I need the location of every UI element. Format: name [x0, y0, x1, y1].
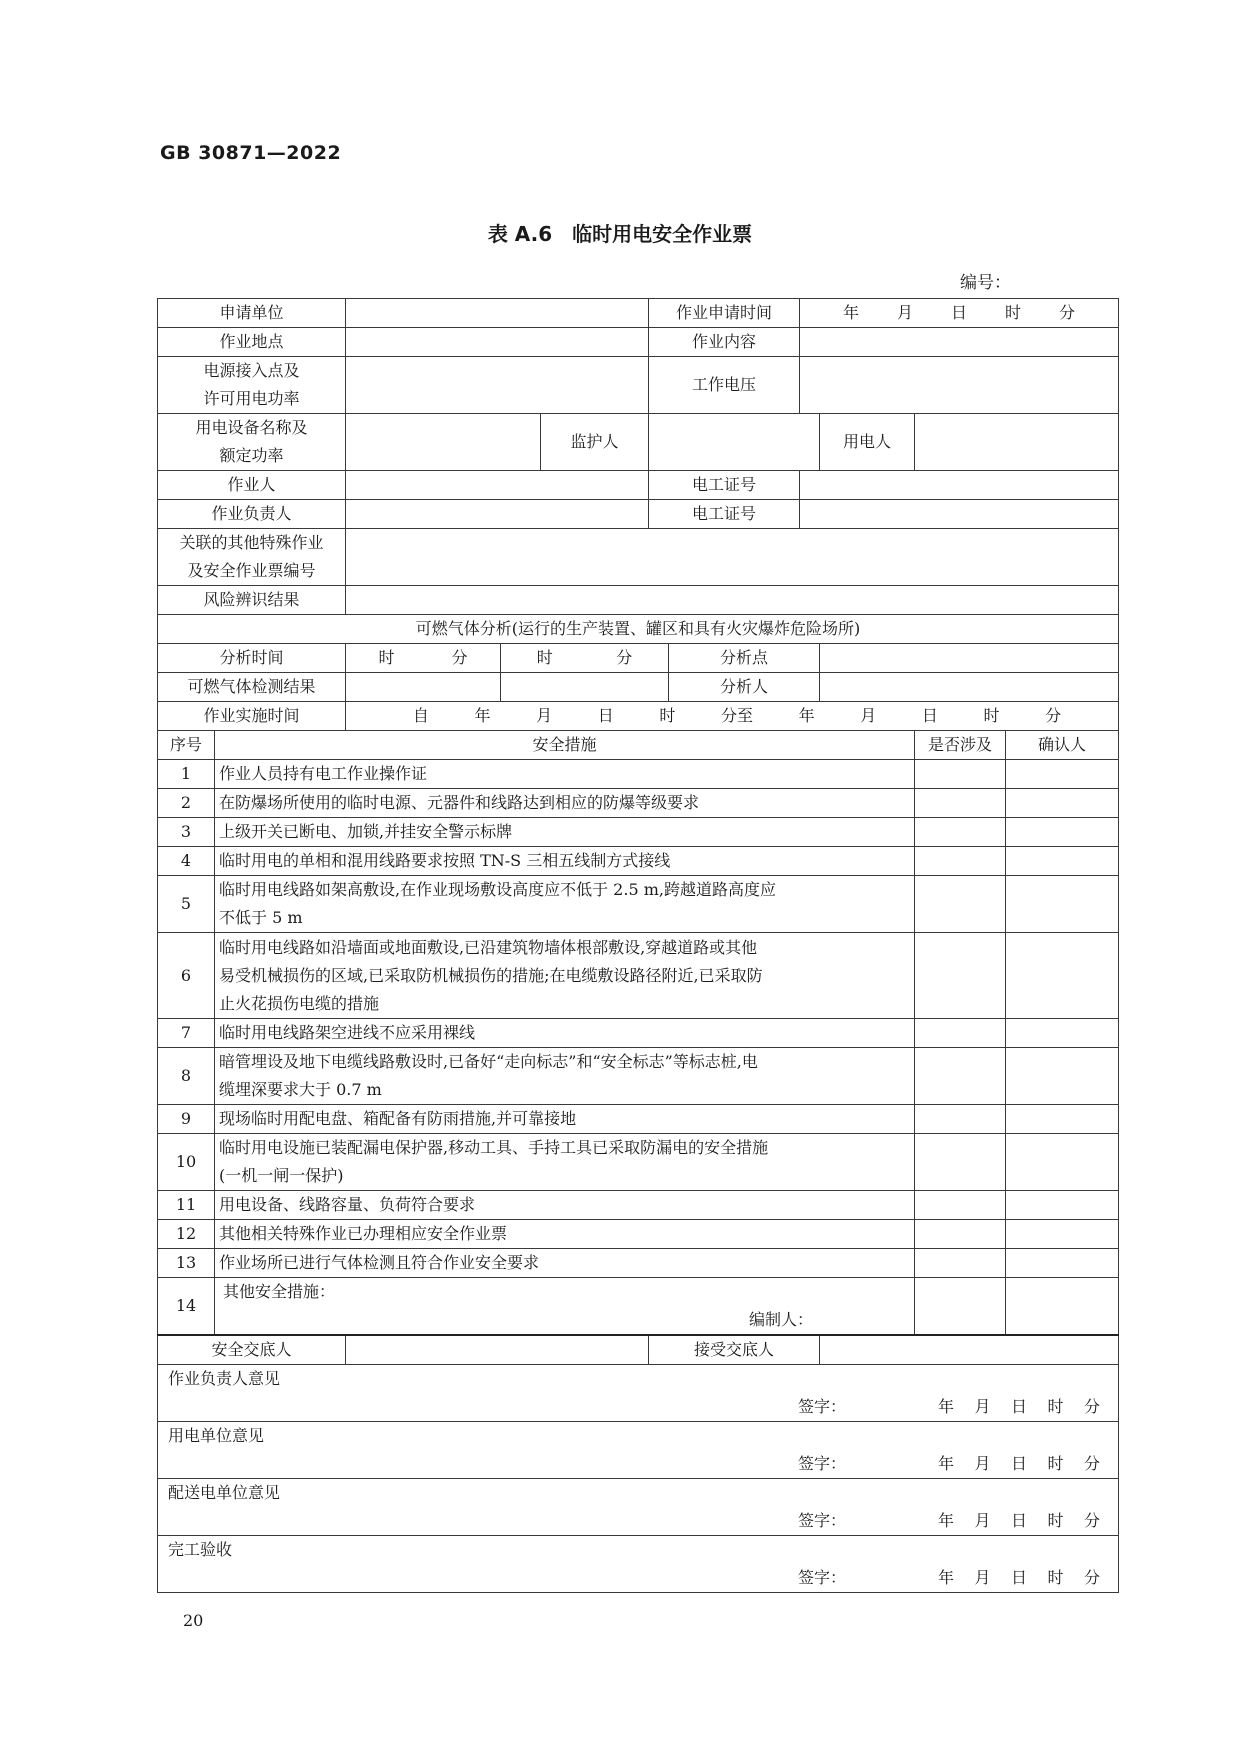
involved-cell[interactable]	[915, 818, 1006, 847]
involved-cell[interactable]	[915, 1048, 1006, 1105]
gas-result-label: 可燃气体检测结果	[158, 673, 346, 702]
row-work-place	[158, 328, 1119, 357]
analysis-time-1-field[interactable]: 时 分	[346, 644, 501, 673]
measure-row: 11 用电设备、线路容量、负荷符合要求	[158, 1191, 1119, 1220]
row-work-leader	[158, 500, 1119, 529]
work-voltage-field[interactable]	[800, 357, 1119, 414]
compiler-label: 编制人：	[749, 1310, 814, 1329]
involved-cell[interactable]	[915, 1134, 1006, 1191]
briefer-label: 安全交底人	[158, 1335, 346, 1365]
month-unit: 月	[897, 303, 914, 322]
hour-unit: 时	[1005, 303, 1022, 322]
involved-header: 是否涉及	[915, 731, 1006, 760]
analysis-point-label: 分析点	[669, 644, 820, 673]
applicant-unit-field[interactable]	[346, 299, 649, 328]
measure-row: 3 上级开关已断电、加锁,并挂安全警示标牌	[158, 818, 1119, 847]
confirmer-cell[interactable]	[1006, 760, 1119, 789]
day-unit: 日	[951, 303, 968, 322]
worker-cert-field[interactable]	[800, 471, 1119, 500]
analysis-time-2-field[interactable]: 时 分	[501, 644, 669, 673]
related-work-field[interactable]	[346, 529, 1119, 586]
leader-cert-label: 电工证号	[649, 500, 800, 529]
receiver-label: 接受交底人	[649, 1335, 820, 1365]
power-user-field[interactable]	[915, 414, 1119, 471]
row-equipment	[158, 414, 1119, 471]
row-worker	[158, 471, 1119, 500]
impl-time-label: 作业实施时间	[158, 702, 346, 731]
opinion-row	[158, 1365, 1119, 1422]
serial-number-label: 编号：	[960, 273, 1011, 293]
confirmer-cell[interactable]	[1006, 1278, 1119, 1336]
work-place-field[interactable]	[346, 328, 649, 357]
standard-number: GB 30871—2022	[160, 142, 342, 164]
leader-cert-field[interactable]	[800, 500, 1119, 529]
acceptance-field[interactable]: 完工验收 签字： 年 月 日 时 分	[158, 1536, 1119, 1593]
risk-result-field[interactable]	[346, 586, 1119, 615]
measure-row: 12 其他相关特殊作业已办理相应安全作业票	[158, 1220, 1119, 1249]
involved-cell[interactable]	[915, 1220, 1006, 1249]
confirmer-cell[interactable]	[1006, 1019, 1119, 1048]
work-leader-label: 作业负责人	[158, 500, 346, 529]
row-related-work	[158, 529, 1119, 586]
confirmer-cell[interactable]	[1006, 1134, 1119, 1191]
measure-row: 2 在防爆场所使用的临时电源、元器件和线路达到相应的防爆等级要求	[158, 789, 1119, 818]
worker-field[interactable]	[346, 471, 649, 500]
measure-row: 4 临时用电的单相和混用线路要求按照 TN-S 三相五线制方式接线	[158, 847, 1119, 876]
involved-cell[interactable]	[915, 847, 1006, 876]
briefer-field[interactable]	[346, 1335, 649, 1365]
opinion-row	[158, 1536, 1119, 1593]
measure-row: 8 暗管埋设及地下电缆线路敷设时,已备好“走向标志”和“安全标志”等标志桩,电 缆埋深要求大于 0.7 m	[158, 1048, 1119, 1105]
row-measures-header	[158, 731, 1119, 760]
measure-row: 7 临时用电线路架空进线不应采用裸线	[158, 1019, 1119, 1048]
power-point-label: 电源接入点及 许可用电功率	[158, 357, 346, 414]
confirmer-cell[interactable]	[1006, 789, 1119, 818]
involved-cell[interactable]	[915, 1019, 1006, 1048]
confirmer-cell[interactable]	[1006, 933, 1119, 1019]
involved-cell[interactable]	[915, 1105, 1006, 1134]
confirmer-cell[interactable]	[1006, 1048, 1119, 1105]
year-unit: 年	[843, 303, 860, 322]
gas-result-1-field[interactable]	[346, 673, 501, 702]
minute-unit: 分	[1059, 303, 1076, 322]
row-briefing	[158, 1335, 1119, 1365]
user-unit-opinion-field[interactable]: 用电单位意见 签字： 年 月 日 时 分	[158, 1422, 1119, 1479]
apply-time-label: 作业申请时间	[649, 299, 800, 328]
confirmer-cell[interactable]	[1006, 1249, 1119, 1278]
row-gas-result	[158, 673, 1119, 702]
work-leader-field[interactable]	[346, 500, 649, 529]
permit-form-table	[157, 298, 1119, 1593]
confirmer-header: 确认人	[1006, 731, 1119, 760]
related-work-label: 关联的其他特殊作业 及安全作业票编号	[158, 529, 346, 586]
involved-cell[interactable]	[915, 933, 1006, 1019]
work-content-field[interactable]	[800, 328, 1119, 357]
analysis-point-field[interactable]	[820, 644, 1119, 673]
equipment-label: 用电设备名称及 额定功率	[158, 414, 346, 471]
gas-analysis-heading: 可燃气体分析(运行的生产装置、罐区和具有火灾爆炸危险场所)	[158, 615, 1119, 644]
involved-cell[interactable]	[915, 1278, 1006, 1336]
risk-result-label: 风险辨识结果	[158, 586, 346, 615]
confirmer-cell[interactable]	[1006, 1220, 1119, 1249]
supervisor-field[interactable]	[649, 414, 820, 471]
leader-opinion-field[interactable]: 作业负责人意见 签字： 年 月 日 时 分	[158, 1365, 1119, 1422]
row-risk	[158, 586, 1119, 615]
measure-row: 10 临时用电设施已装配漏电保护器,移动工具、手持工具已采取防漏电的安全措施 (一机一闸一保护)	[158, 1134, 1119, 1191]
receiver-field[interactable]	[820, 1335, 1119, 1365]
measure-row: 9 现场临时用配电盘、箱配备有防雨措施,并可靠接地	[158, 1105, 1119, 1134]
involved-cell[interactable]	[915, 1249, 1006, 1278]
confirmer-cell[interactable]	[1006, 1191, 1119, 1220]
other-measures-field[interactable]: 其他安全措施： 编制人：	[215, 1278, 915, 1336]
measure-row: 13 作业场所已进行气体检测且符合作业安全要求	[158, 1249, 1119, 1278]
row-impl-time	[158, 702, 1119, 731]
measures-header: 安全措施	[215, 731, 915, 760]
worker-label: 作业人	[158, 471, 346, 500]
analysis-time-label: 分析时间	[158, 644, 346, 673]
seq-header: 序号	[158, 731, 215, 760]
work-voltage-label: 工作电压	[649, 357, 800, 414]
involved-cell[interactable]	[915, 760, 1006, 789]
opinion-row	[158, 1422, 1119, 1479]
impl-time-field[interactable]: 自 年 月 日 时 分至 年 月 日 时 分	[346, 702, 1119, 731]
row-analysis-time	[158, 644, 1119, 673]
supervisor-label: 监护人	[541, 414, 649, 471]
work-content-label: 作业内容	[649, 328, 800, 357]
worker-cert-label: 电工证号	[649, 471, 800, 500]
page-number: 20	[183, 1611, 204, 1630]
equipment-field[interactable]	[346, 414, 541, 471]
involved-cell[interactable]	[915, 789, 1006, 818]
applicant-unit-label: 申请单位	[158, 299, 346, 328]
row-gas-heading	[158, 615, 1119, 644]
power-user-label: 用电人	[820, 414, 915, 471]
confirmer-cell[interactable]	[1006, 818, 1119, 847]
opinion-row	[158, 1479, 1119, 1536]
confirmer-cell[interactable]	[1006, 1105, 1119, 1134]
measure-row: 1 作业人员持有电工作业操作证	[158, 760, 1119, 789]
confirmer-cell[interactable]	[1006, 876, 1119, 933]
measure-row: 6 临时用电线路如沿墙面或地面敷设,已沿建筑物墙体根部敷设,穿越道路或其他 易受机械损伤的区域,已采取防机械损伤的措施;在电缆敷设路径附近,已采取防 止火花损伤电缆的措施	[158, 933, 1119, 1019]
involved-cell[interactable]	[915, 876, 1006, 933]
row-applicant	[158, 299, 1119, 328]
table-title: 表 A.6 临时用电安全作业票	[487, 222, 753, 246]
work-place-label: 作业地点	[158, 328, 346, 357]
power-point-field[interactable]	[346, 357, 649, 414]
measure-row: 5 临时用电线路如架高敷设,在作业现场敷设高度应不低于 2.5 m,跨越道路高度应 不低于 5 m	[158, 876, 1119, 933]
measure-row: 14 其他安全措施： 编制人：	[158, 1278, 1119, 1336]
analyst-field[interactable]	[820, 673, 1119, 702]
row-power-point	[158, 357, 1119, 414]
apply-time-field[interactable]	[800, 299, 1119, 328]
gas-result-2-field[interactable]	[501, 673, 669, 702]
confirmer-cell[interactable]	[1006, 847, 1119, 876]
analyst-label: 分析人	[669, 673, 820, 702]
involved-cell[interactable]	[915, 1191, 1006, 1220]
supply-unit-opinion-field[interactable]: 配送电单位意见 签字： 年 月 日 时 分	[158, 1479, 1119, 1536]
